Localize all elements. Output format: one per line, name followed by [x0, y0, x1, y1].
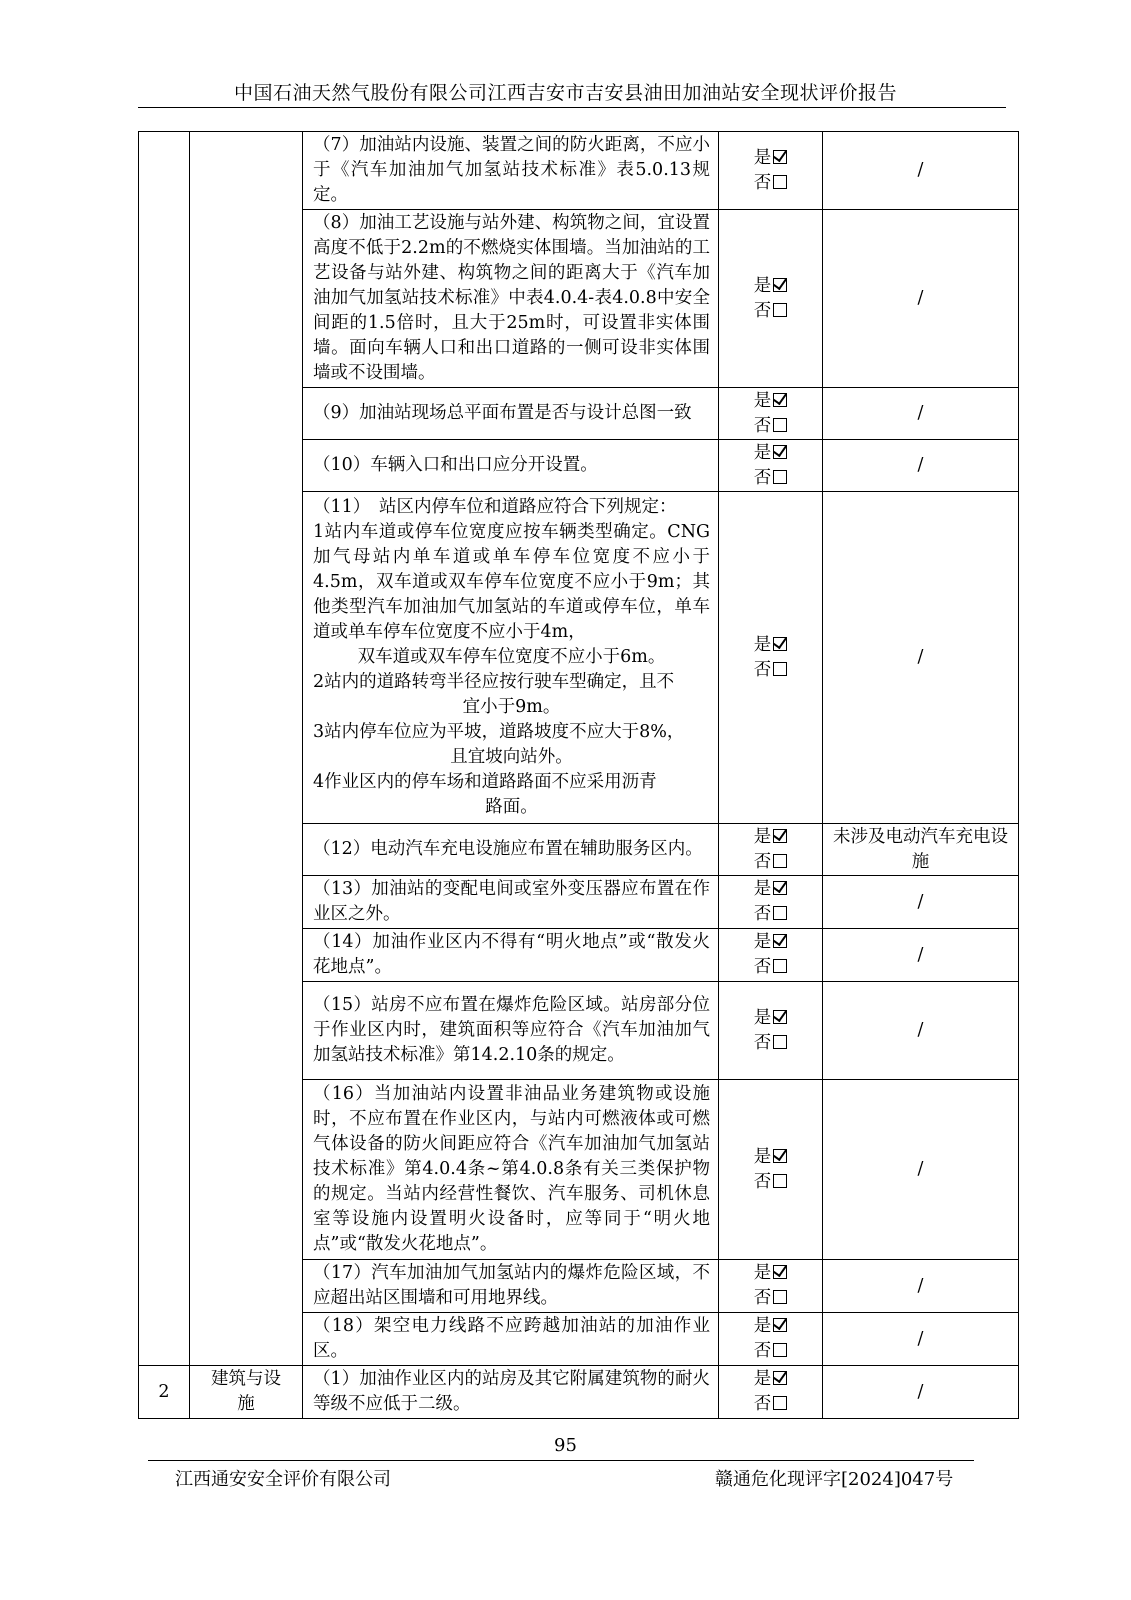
table-row [139, 1366, 1019, 1419]
header-rule [138, 107, 1006, 108]
requirement-text: （17）汽车加油加气加氢站内的爆炸危险区域，不应超出站区围墙和可用地界线。 [313, 1263, 710, 1308]
result-label-no: 否 [753, 851, 772, 872]
result-cell [719, 440, 823, 492]
checked-box-icon [773, 278, 787, 292]
checked-box-icon [773, 1010, 787, 1024]
requirement-text: 2站内的道路转弯半径应按行驶车型确定，且不 [313, 672, 675, 692]
result-option-no [719, 1170, 822, 1195]
result-label-yes: 是 [753, 1316, 772, 1336]
remark-cell: / [823, 1260, 1019, 1313]
result-label-no: 否 [753, 1394, 772, 1414]
result-option-yes [719, 930, 822, 955]
page-number: 95 [554, 1435, 577, 1456]
requirement-cell [303, 492, 719, 824]
checked-box-icon [773, 445, 787, 459]
requirement-cell [303, 1080, 719, 1260]
result-option-no [719, 902, 822, 927]
result-label-yes: 是 [753, 1146, 772, 1167]
remark-cell: / [823, 1080, 1019, 1260]
empty-box-icon [773, 1174, 787, 1188]
requirement-text: 1站内车道或停车位宽度应按车辆类型确定。CNG加气母站内单车道或单车停车位宽度不应小于4.5m，双车道或双车停车位宽度不应小于9m；其他类型汽车加油加气加氢站的车道或停车位，单车道或单车停车位宽度不应小于4m， [313, 522, 710, 642]
empty-box-icon [773, 1290, 787, 1304]
result-label-yes: 是 [753, 1263, 772, 1283]
result-option-no [719, 955, 822, 980]
requirement-cell [303, 440, 719, 492]
item-category-cell [190, 132, 303, 1366]
remark-cell: / [823, 132, 1019, 210]
result-label-no: 否 [753, 415, 772, 436]
result-cell [719, 1080, 823, 1260]
result-label-no: 否 [753, 1032, 772, 1053]
result-option-yes [719, 1261, 822, 1286]
result-label-no: 否 [753, 957, 772, 977]
result-option-no [719, 466, 822, 491]
result-option-yes [719, 146, 822, 171]
result-label-no: 否 [753, 1171, 772, 1192]
checked-box-icon [773, 637, 787, 651]
result-label-yes: 是 [753, 1369, 772, 1389]
result-option-yes [719, 1145, 822, 1170]
checked-box-icon [773, 1318, 787, 1332]
result-label-no: 否 [753, 1341, 772, 1361]
result-label-no: 否 [753, 300, 772, 321]
result-cell [719, 982, 823, 1080]
result-label-yes: 是 [753, 932, 772, 952]
result-option-no [719, 1286, 822, 1311]
result-label-no: 否 [753, 659, 772, 680]
result-label-yes: 是 [753, 634, 772, 655]
result-cell [719, 1260, 823, 1313]
result-option-no [719, 658, 822, 683]
requirement-cell [303, 824, 719, 876]
result-option-yes [719, 633, 822, 658]
empty-box-icon [773, 303, 787, 317]
requirement-text: 4作业区内的停车场和道路路面不应采用沥青 [313, 772, 657, 792]
requirement-text: （14）加油作业区内不得有“明火地点”或“散发火花地点”。 [313, 932, 710, 977]
empty-box-icon [773, 470, 787, 484]
result-option-no [719, 850, 822, 875]
result-option-yes [719, 877, 822, 902]
evaluation-table [138, 131, 1019, 1419]
result-cell [719, 492, 823, 824]
result-label-no: 否 [753, 172, 772, 193]
empty-box-icon [773, 418, 787, 432]
footer-company: 江西通安安全评价有限公司 [175, 1469, 391, 1490]
requirement-cell [303, 876, 719, 929]
requirement-text: （11） 站区内停车位和道路应符合下列规定： [313, 497, 677, 517]
checked-box-icon [773, 1265, 787, 1279]
empty-box-icon [773, 854, 787, 868]
remark-cell: 未涉及电动汽车充电设施 [823, 824, 1019, 876]
result-cell [719, 876, 823, 929]
result-label-no: 否 [753, 904, 772, 924]
checked-box-icon [773, 829, 787, 843]
result-cell [719, 388, 823, 440]
requirement-text: 双车道或双车停车位宽度不应小于6m。 [357, 647, 666, 667]
checked-box-icon [773, 881, 787, 895]
requirement-cell [303, 1260, 719, 1313]
empty-box-icon [773, 1035, 787, 1049]
requirement-cell [303, 929, 719, 982]
result-cell [719, 210, 823, 388]
result-label-yes: 是 [753, 390, 772, 411]
result-option-yes [719, 1314, 822, 1339]
checked-box-icon [773, 1149, 787, 1163]
result-label-yes: 是 [753, 826, 772, 847]
result-option-no [719, 1339, 822, 1364]
remark-cell: / [823, 492, 1019, 824]
requirement-cell [303, 388, 719, 440]
requirement-text: （7）加油站内设施、装置之间的防火距离，不应小于《汽车加油加气加氢站技术标准》表5.0.13规定。 [313, 135, 710, 205]
requirement-cell [303, 1313, 719, 1366]
requirement-text: （10）车辆入口和出口应分开设置。 [313, 455, 598, 475]
requirement-text: （13）加油站的变配电间或室外变压器应布置在作业区之外。 [313, 879, 710, 924]
empty-box-icon [773, 662, 787, 676]
result-option-no [719, 1392, 822, 1417]
requirement-cell [303, 982, 719, 1080]
requirement-text: 且宜坡向站外。 [450, 747, 573, 767]
remark-cell: / [823, 982, 1019, 1080]
table-row [139, 132, 1019, 210]
remark-cell: / [823, 929, 1019, 982]
empty-box-icon [773, 1343, 787, 1357]
remark-cell: / [823, 210, 1019, 388]
result-label-yes: 是 [753, 275, 772, 296]
result-cell [719, 824, 823, 876]
empty-box-icon [773, 959, 787, 973]
remark-cell: / [823, 440, 1019, 492]
result-option-yes [719, 274, 822, 299]
result-option-yes [719, 825, 822, 850]
checked-box-icon [773, 1371, 787, 1385]
requirement-cell [303, 132, 719, 210]
result-cell [719, 929, 823, 982]
empty-box-icon [773, 175, 787, 189]
result-label-yes: 是 [753, 147, 772, 168]
requirement-text: （8）加油工艺设施与站外建、构筑物之间，宜设置高度不低于2.2m的不燃烧实体围墙。当加油站的工艺设备与站外建、构筑物之间的距离大于《汽车加油加气加氢站技术标准》中表4.0.4-表4.0.8中安全间距的1.5倍时，且大于25m时，可设置非实体围墙。面向车辆人口和出口道路的一侧可设非实体围墙或不设围墙。 [313, 213, 710, 383]
remark-cell: / [823, 1313, 1019, 1366]
result-cell [719, 1313, 823, 1366]
result-option-no [719, 414, 822, 439]
requirement-text: （18）架空电力线路不应跨越加油站的加油作业区。 [313, 1316, 710, 1361]
result-label-yes: 是 [753, 442, 772, 463]
requirement-text: （16）当加油站内设置非油品业务建筑物或设施时，不应布置在作业区内，与站内可燃液体或可燃气体设备的防火间距应符合《汽车加油加气加氢站技术标准》第4.0.4条~第4.0.8条有关三类保护物的规定。当站内经营性餐饮、汽车服务、司机休息室等设施内设置明火设备时，应等同于“明火地点”或“散发火花地点”。 [313, 1084, 710, 1254]
result-option-no [719, 299, 822, 324]
result-option-yes [719, 441, 822, 466]
result-label-no: 否 [753, 467, 772, 488]
checked-box-icon [773, 150, 787, 164]
remark-cell: / [823, 876, 1019, 929]
requirement-text: 宜小于9m。 [462, 697, 561, 717]
requirement-cell [303, 210, 719, 388]
footer-rule [148, 1460, 974, 1461]
result-cell [719, 1366, 823, 1419]
requirement-text: （1）加油作业区内的站房及其它附属建筑物的耐火等级不应低于二级。 [313, 1369, 710, 1414]
requirement-text: （12）电动汽车充电设施应布置在辅助服务区内。 [313, 839, 703, 859]
requirement-text: （15）站房不应布置在爆炸危险区域。站房部分位于作业区内时，建筑面积等应符合《汽车加油加气加氢站技术标准》第14.2.10条的规定。 [313, 995, 710, 1065]
item-category-cell: 建筑与设施 [190, 1366, 303, 1419]
result-option-yes [719, 1006, 822, 1031]
footer-doc-number: 赣通危化现评字[2024]047号 [715, 1469, 954, 1490]
empty-box-icon [773, 906, 787, 920]
requirement-text: （9）加油站现场总平面布置是否与设计总图一致 [313, 403, 692, 423]
requirement-cell [303, 1366, 719, 1419]
result-label-no: 否 [753, 1288, 772, 1308]
result-option-yes [719, 1367, 822, 1392]
item-number-cell: 2 [139, 1366, 190, 1419]
remark-cell: / [823, 1366, 1019, 1419]
requirement-text: 路面。 [485, 797, 538, 817]
page-header-title: 中国石油天然气股份有限公司江西吉安市吉安县油田加油站安全现状评价报告 [233, 82, 897, 104]
requirement-text: 3站内停车位应为平坡，道路坡度不应大于8%， [313, 722, 685, 742]
remark-cell: / [823, 388, 1019, 440]
result-option-no [719, 1031, 822, 1056]
evaluation-table-body [139, 132, 1019, 1419]
item-number-cell [139, 132, 190, 1366]
result-label-yes: 是 [753, 1007, 772, 1028]
result-option-no [719, 171, 822, 196]
result-cell [719, 132, 823, 210]
result-label-yes: 是 [753, 879, 772, 899]
empty-box-icon [773, 1396, 787, 1410]
checked-box-icon [773, 934, 787, 948]
result-option-yes [719, 389, 822, 414]
checked-box-icon [773, 393, 787, 407]
